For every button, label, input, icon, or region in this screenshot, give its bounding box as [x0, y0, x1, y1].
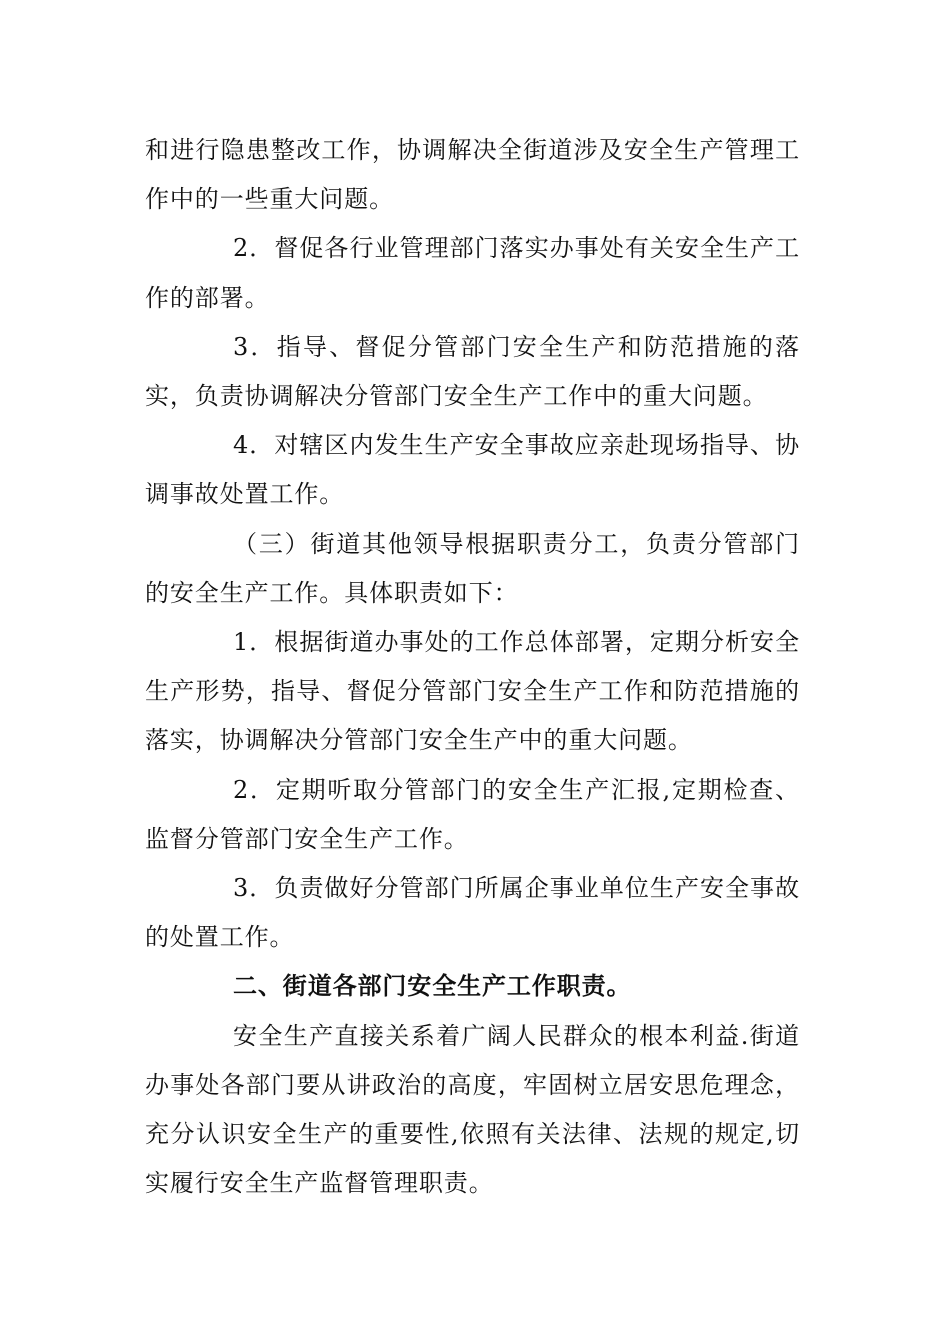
- paragraph-department-duties-intro: 安全生产直接关系着广阔人民群众的根本利益.街道办事处各部门要从讲政治的高度，牢固树立居安思危理念，充分认识安全生产的重要性,依照有关法律、法规的规定,切实履行安全生产监督管理职责。: [145, 1021, 800, 1198]
- paragraph-item-1-analyze-situation: 1．根据街道办事处的工作总体部署，定期分析安全生产形势，指导、督促分管部门安全生产工作和防范措施的落实，协调解决分管部门安全生产中的重大问题。: [145, 628, 800, 755]
- section-heading-department-duties: 二、街道各部门安全生产工作职责。: [233, 972, 632, 1001]
- paragraph-section-3-other-leaders: （三）街道其他领导根据职责分工，负责分管部门的安全生产工作。具体职责如下：: [145, 529, 800, 607]
- paragraph-item-2-supervise-departments: 2．督促各行业管理部门落实办事处有关安全生产工作的部署。: [145, 234, 800, 312]
- paragraph-continuation: 和进行隐患整改工作，协调解决全街道涉及安全生产管理工作中的一些重大问题。: [145, 136, 800, 214]
- paragraph-item-3-guide-measures: 3．指导、督促分管部门安全生产和防范措施的落实，负责协调解决分管部门安全生产工作中的重大问题。: [145, 332, 800, 411]
- paragraph-item-4-accident-site: 4．对辖区内发生生产安全事故应亲赴现场指导、协调事故处置工作。: [145, 431, 800, 509]
- document-body: [145, 126, 800, 1208]
- paragraph-item-3-accident-handling: 3．负责做好分管部门所属企事业单位生产安全事故的处置工作。: [145, 874, 800, 952]
- paragraph-item-2-hear-reports: 2．定期听取分管部门的安全生产汇报,定期检查、监督分管部门安全生产工作。: [145, 775, 800, 853]
